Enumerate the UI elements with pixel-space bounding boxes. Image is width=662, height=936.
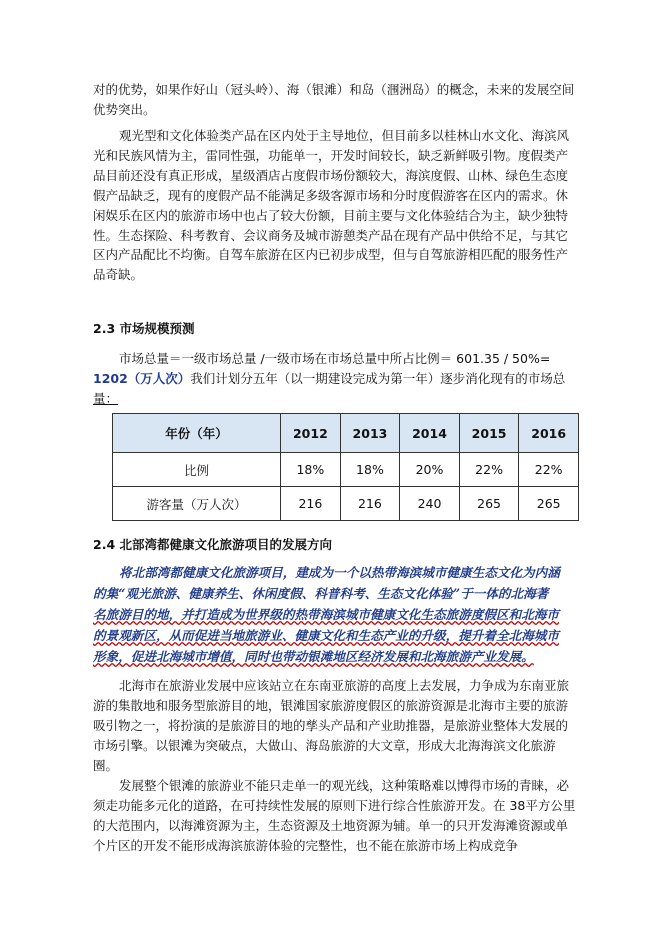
section-2-4-heading: 2.4 北部湾都健康文化旅游项目的发展方向	[93, 537, 332, 552]
market-formula: 市场总量＝一级市场总量 /一级市场在市场总量中所占比例＝ 601.35 / 50%=	[119, 351, 551, 366]
table-cell: 216	[281, 487, 341, 521]
table-header-cell: 2016	[519, 414, 579, 453]
table-cell: 240	[400, 487, 460, 521]
intro-paragraph: 对的优势，如果作好山（冠头岭）、海（银滩）和岛（涠洲岛）的概念，未来的发展空间优势突出。	[93, 82, 575, 117]
statement-line: 的景观新区，从而促进当地旅游业、健康文化和生态产业的升级，提升着全北海城市	[93, 628, 559, 643]
table-header-row	[113, 414, 579, 453]
products-paragraph: 观光型和文化体验类产品在区内处于主导地位，但目前多以桂林山水文化、海滨风光和民族风情为主，雷同性强，功能单一，开发时间较长，缺乏新鲜吸引物。度假类产品目前还没有真正形成，星级酒店占度假市场份额较大，海滨度假、山林、绿色生态度假产品缺乏，现有的度假产品不能满足多级客源市场和分时度假游客在区内的需求。休闲娱乐在区内的旅游市场中也占了较大份额，目前主要与文化体验结合为主，缺少独特性。生态探险、科考教育、会议商务及城市游憩类产品在现有产品中供给不足，与其它区内产品配比不均衡。自驾车旅游在区内已初步成型，但与自驾旅游相匹配的服务性产品奇缺。	[93, 128, 570, 283]
market-formula-paragraph	[93, 349, 579, 409]
market-forecast-table	[112, 413, 579, 521]
table-cell: 18%	[281, 453, 341, 487]
table-header-cell: 2013	[340, 414, 400, 453]
table-header-cell: 2012	[281, 414, 341, 453]
yintan-development-paragraph: 发展整个银滩的旅游业不能只走单一的观光线，这种策略难以博得市场的青睐，必须走功能多元化的道路，在可持续性发展的原则下进行综合性旅游开发。在 38平方公里的大范围内，以海滩资源为主，生态资源及土地资源为辅。单一的只开发海滩资源或单个片区的开发不能形成海滨旅游体验的完整性，也不能在旅游市场上构成竞争	[93, 778, 576, 853]
section-2-3-heading: 2.3 市场规模预测	[93, 321, 195, 336]
table-cell: 18%	[340, 453, 400, 487]
statement-line: 的集“观光旅游、健康养生、休闲度假、科普科考、生态文化体验”于一体的北海著	[93, 586, 549, 601]
table-cell: 20%	[400, 453, 460, 487]
table-header-cell: 2014	[400, 414, 460, 453]
table-row	[113, 487, 579, 521]
statement-line: 名旅游目的地，并打造成为世界级的热带海滨城市健康文化生态旅游度假区和北海市	[93, 607, 559, 622]
development-direction-statement	[93, 562, 581, 667]
table-cell: 比例	[113, 453, 281, 487]
table-cell: 265	[519, 487, 579, 521]
market-plan-end: 量：	[93, 390, 119, 406]
table-header-cell: 2015	[459, 414, 519, 453]
market-total-highlight: 1202（万人次）	[93, 370, 191, 386]
table-cell: 265	[459, 487, 519, 521]
table-cell: 216	[340, 487, 400, 521]
table-cell: 游客量（万人次）	[113, 487, 281, 521]
statement-line: 将北部湾都健康文化旅游项目，建成为一个以热带海滨城市健康生态文化为内涵	[119, 565, 560, 580]
table-header-cell: 年份（年）	[113, 414, 281, 453]
statement-line: 形象，促进北海城市增值，同时也带动银滩地区经济发展和北海旅游产业发展。	[93, 649, 534, 664]
market-plan-text: 我们计划分五年（以一期建设完成为第一年）逐步消化现有的市场总	[190, 370, 566, 386]
table-cell: 22%	[459, 453, 519, 487]
table-row	[113, 453, 579, 487]
table-cell: 22%	[519, 453, 579, 487]
beihai-development-paragraph: 北海市在旅游业发展中应该站立在东南亚旅游的高度上去发展，力争成为东南亚旅游的集散地和服务型旅游目的地，银滩国家旅游度假区的旅游资源是北海市主要的旅游吸引物之一，将扮演的是旅游目的地的孳头产品和产业助推器，是旅游业整体大发展的市场引擎。以银滩为突破点，大做山、海岛旅游的大文章，形成大北海海滨文化旅游圈。	[93, 678, 570, 773]
